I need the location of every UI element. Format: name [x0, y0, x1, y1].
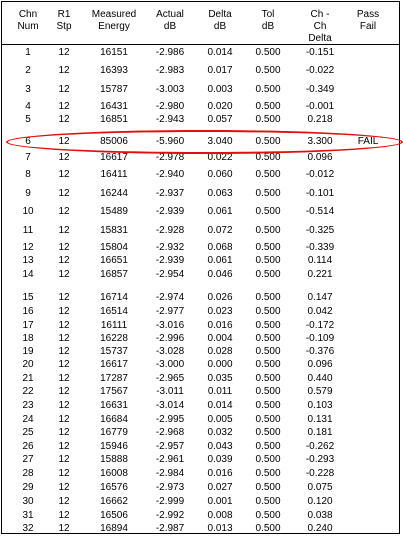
cell-actual-db: -5.960 — [155, 136, 185, 147]
cell-actual-db: -2.937 — [155, 188, 185, 199]
cell-measured-energy: 15831 — [100, 225, 128, 236]
cell-r1-stp: 12 — [58, 306, 70, 317]
cell-measured-energy: 16617 — [100, 152, 128, 163]
cell-tol-db: 0.500 — [255, 346, 281, 357]
cell-chn-num: 27 — [22, 454, 34, 465]
cell-ch-ch-delta: 0.131 — [307, 414, 333, 425]
cell-delta-db: 0.046 — [207, 269, 233, 280]
cell-actual-db: -2.973 — [155, 482, 185, 493]
cell-chn-num: 15 — [22, 292, 34, 303]
cell-delta-db: 0.061 — [207, 255, 233, 266]
cell-measured-energy: 15737 — [100, 346, 128, 357]
cell-chn-num: 12 — [22, 242, 34, 253]
cell-ch-ch-delta: -0.339 — [305, 242, 335, 253]
cell-ch-ch-delta: 0.440 — [307, 373, 333, 384]
cell-ch-ch-delta: 3.300 — [307, 136, 333, 147]
cell-delta-db: 0.017 — [207, 65, 233, 76]
cell-tol-db: 0.500 — [255, 114, 281, 125]
cell-tol-db: 0.500 — [255, 225, 281, 236]
cell-tol-db: 0.500 — [255, 65, 281, 76]
cell-r1-stp: 12 — [58, 206, 70, 217]
cell-chn-num: 24 — [22, 414, 34, 425]
cell-tol-db: 0.500 — [255, 242, 281, 253]
cell-actual-db: -2.992 — [155, 510, 185, 521]
cell-measured-energy: 16151 — [100, 47, 128, 58]
cell-delta-db: 0.005 — [207, 414, 233, 425]
cell-r1-stp: 12 — [58, 320, 70, 331]
cell-delta-db: 0.026 — [207, 292, 233, 303]
cell-actual-db: -2.995 — [155, 414, 185, 425]
cell-tol-db: 0.500 — [255, 206, 281, 217]
cell-chn-num: 3 — [25, 84, 31, 95]
cell-delta-db: 0.060 — [207, 169, 233, 180]
cell-delta-db: 0.061 — [207, 206, 233, 217]
cell-actual-db: -2.954 — [155, 269, 185, 280]
cell-delta-db: 0.014 — [207, 47, 233, 58]
cell-r1-stp: 12 — [58, 523, 70, 534]
cell-measured-energy: 16684 — [100, 414, 128, 425]
cell-actual-db: -2.932 — [155, 242, 185, 253]
cell-ch-ch-delta: 0.096 — [307, 359, 333, 370]
cell-chn-num: 32 — [22, 523, 34, 534]
cell-actual-db: -2.928 — [155, 225, 185, 236]
cell-delta-db: 0.043 — [207, 441, 233, 452]
cell-actual-db: -2.968 — [155, 427, 185, 438]
cell-tol-db: 0.500 — [255, 152, 281, 163]
cell-r1-stp: 12 — [58, 188, 70, 199]
cell-chn-num: 21 — [22, 373, 34, 384]
cell-chn-num: 29 — [22, 482, 34, 493]
header-line: Fail — [359, 21, 377, 32]
cell-measured-energy: 16431 — [100, 101, 128, 112]
cell-r1-stp: 12 — [58, 468, 70, 479]
cell-measured-energy: 16393 — [100, 65, 128, 76]
cell-delta-db: 0.011 — [207, 386, 233, 397]
cell-delta-db: 0.014 — [207, 400, 233, 411]
cell-r1-stp: 12 — [58, 225, 70, 236]
cell-measured-energy: 16506 — [100, 510, 128, 521]
header-line: Delta — [208, 9, 232, 20]
cell-measured-energy: 15888 — [100, 454, 128, 465]
cell-chn-num: 26 — [22, 441, 34, 452]
cell-ch-ch-delta: 0.042 — [307, 306, 333, 317]
cell-ch-ch-delta: 0.221 — [307, 269, 333, 280]
cell-delta-db: 0.008 — [207, 510, 233, 521]
cell-delta-db: 0.068 — [207, 242, 233, 253]
cell-actual-db: -2.978 — [155, 152, 185, 163]
cell-r1-stp: 12 — [58, 427, 70, 438]
cell-tol-db: 0.500 — [255, 320, 281, 331]
header-line: Actual — [156, 9, 184, 20]
cell-chn-num: 17 — [22, 320, 34, 331]
header-line: Delta — [308, 33, 332, 44]
cell-delta-db: 0.028 — [207, 346, 233, 357]
cell-delta-db: 0.003 — [207, 84, 233, 95]
cell-delta-db: 0.032 — [207, 427, 233, 438]
cell-tol-db: 0.500 — [255, 101, 281, 112]
cell-chn-num: 9 — [25, 188, 31, 199]
cell-r1-stp: 12 — [58, 441, 70, 452]
cell-measured-energy: 16228 — [100, 333, 128, 344]
cell-chn-num: 5 — [25, 114, 31, 125]
cell-r1-stp: 12 — [58, 359, 70, 370]
cell-delta-db: 0.020 — [207, 101, 233, 112]
header-line: dB — [213, 21, 227, 32]
cell-tol-db: 0.500 — [255, 47, 281, 58]
header-divider — [1, 44, 400, 45]
header-line: Measured — [91, 9, 137, 20]
cell-ch-ch-delta: -0.228 — [305, 468, 335, 479]
cell-actual-db: -3.003 — [155, 84, 185, 95]
cell-delta-db: 0.016 — [207, 468, 233, 479]
header-line: dB — [163, 21, 177, 32]
cell-tol-db: 0.500 — [255, 441, 281, 452]
cell-ch-ch-delta: -0.101 — [305, 188, 335, 199]
cell-actual-db: -2.943 — [155, 114, 185, 125]
cell-actual-db: -3.028 — [155, 346, 185, 357]
cell-actual-db: -2.965 — [155, 373, 185, 384]
cell-measured-energy: 16857 — [100, 269, 128, 280]
cell-tol-db: 0.500 — [255, 496, 281, 507]
header-line: Tol — [261, 9, 275, 20]
cell-ch-ch-delta: -0.109 — [305, 333, 335, 344]
cell-ch-ch-delta: 0.038 — [307, 510, 333, 521]
cell-actual-db: -3.014 — [155, 400, 185, 411]
cell-delta-db: 0.016 — [207, 320, 233, 331]
cell-chn-num: 28 — [22, 468, 34, 479]
cell-actual-db: -2.961 — [155, 454, 185, 465]
cell-r1-stp: 12 — [58, 242, 70, 253]
cell-measured-energy: 16411 — [100, 169, 128, 180]
header-delta-db — [208, 9, 231, 33]
cell-ch-ch-delta: -0.293 — [305, 454, 335, 465]
cell-pass-fail: FAIL — [357, 136, 379, 147]
cell-ch-ch-delta: -0.262 — [305, 441, 335, 452]
cell-delta-db: 0.022 — [207, 152, 233, 163]
cell-chn-num: 31 — [22, 510, 34, 521]
cell-r1-stp: 12 — [58, 136, 70, 147]
cell-delta-db: 0.023 — [207, 306, 233, 317]
cell-r1-stp: 12 — [58, 47, 70, 58]
cell-r1-stp: 12 — [58, 373, 70, 384]
cell-chn-num: 13 — [22, 255, 34, 266]
cell-measured-energy: 15787 — [100, 84, 128, 95]
cell-chn-num: 6 — [25, 136, 31, 147]
cell-measured-energy: 16617 — [100, 359, 128, 370]
cell-tol-db: 0.500 — [255, 414, 281, 425]
cell-r1-stp: 12 — [58, 84, 70, 95]
cell-tol-db: 0.500 — [255, 373, 281, 384]
cell-r1-stp: 12 — [58, 152, 70, 163]
cell-tol-db: 0.500 — [255, 482, 281, 493]
header-line: Energy — [98, 21, 130, 32]
cell-actual-db: -3.011 — [156, 386, 184, 397]
cell-chn-num: 11 — [22, 225, 34, 236]
cell-tol-db: 0.500 — [255, 468, 281, 479]
header-line: Ch - — [310, 9, 330, 20]
header-actual-db — [156, 9, 184, 33]
cell-chn-num: 19 — [22, 346, 34, 357]
cell-chn-num: 18 — [22, 333, 34, 344]
header-tol-db — [262, 9, 275, 33]
cell-actual-db: -3.016 — [155, 320, 185, 331]
cell-tol-db: 0.500 — [255, 255, 281, 266]
fail-highlight-ellipse — [6, 130, 403, 154]
cell-ch-ch-delta: -0.325 — [305, 225, 335, 236]
cell-chn-num: 4 — [25, 101, 31, 112]
cell-actual-db: -2.980 — [155, 101, 185, 112]
cell-delta-db: 0.072 — [207, 225, 233, 236]
cell-actual-db: -2.986 — [155, 47, 185, 58]
header-pass-fail — [357, 9, 379, 33]
cell-measured-energy: 16714 — [100, 292, 128, 303]
cell-ch-ch-delta: -0.376 — [305, 346, 335, 357]
cell-chn-num: 2 — [25, 65, 31, 76]
cell-ch-ch-delta: -0.172 — [305, 320, 335, 331]
cell-measured-energy: 16631 — [100, 400, 128, 411]
cell-ch-ch-delta: 0.218 — [307, 114, 333, 125]
cell-actual-db: -2.939 — [155, 206, 185, 217]
cell-chn-num: 20 — [22, 359, 34, 370]
cell-r1-stp: 12 — [58, 169, 70, 180]
cell-tol-db: 0.500 — [255, 269, 281, 280]
cell-r1-stp: 12 — [58, 255, 70, 266]
cell-delta-db: 0.035 — [207, 373, 233, 384]
cell-measured-energy: 16779 — [100, 427, 128, 438]
cell-measured-energy: 16514 — [100, 306, 128, 317]
cell-chn-num: 16 — [22, 306, 34, 317]
cell-chn-num: 14 — [22, 269, 34, 280]
cell-delta-db: 0.027 — [207, 482, 233, 493]
header-ch-ch-delta — [308, 9, 331, 45]
cell-delta-db: 0.063 — [207, 188, 233, 199]
cell-tol-db: 0.500 — [255, 333, 281, 344]
cell-ch-ch-delta: 0.120 — [307, 496, 333, 507]
cell-delta-db: 0.013 — [207, 523, 233, 534]
cell-measured-energy: 15804 — [100, 242, 128, 253]
cell-ch-ch-delta: 0.114 — [307, 255, 333, 266]
cell-ch-ch-delta: 0.103 — [307, 400, 333, 411]
cell-actual-db: -2.983 — [155, 65, 185, 76]
cell-ch-ch-delta: -0.349 — [305, 84, 335, 95]
cell-chn-num: 30 — [22, 496, 34, 507]
cell-r1-stp: 12 — [58, 400, 70, 411]
cell-r1-stp: 12 — [58, 386, 70, 397]
header-line: dB — [261, 21, 275, 32]
cell-ch-ch-delta: 0.075 — [307, 482, 333, 493]
cell-actual-db: -2.940 — [155, 169, 185, 180]
cell-tol-db: 0.500 — [255, 510, 281, 521]
cell-chn-num: 7 — [25, 152, 31, 163]
cell-tol-db: 0.500 — [255, 292, 281, 303]
cell-measured-energy: 15489 — [100, 206, 128, 217]
cell-r1-stp: 12 — [58, 65, 70, 76]
cell-delta-db: 0.001 — [207, 496, 233, 507]
cell-chn-num: 22 — [22, 386, 34, 397]
cell-tol-db: 0.500 — [255, 400, 281, 411]
cell-actual-db: -2.996 — [155, 333, 185, 344]
cell-measured-energy: 16576 — [100, 482, 128, 493]
cell-tol-db: 0.500 — [255, 386, 281, 397]
cell-actual-db: -2.977 — [155, 306, 185, 317]
cell-ch-ch-delta: -0.001 — [305, 101, 335, 112]
header-line: Ch — [313, 21, 327, 32]
cell-actual-db: -2.987 — [155, 523, 185, 534]
cell-r1-stp: 12 — [58, 454, 70, 465]
cell-r1-stp: 12 — [58, 414, 70, 425]
cell-tol-db: 0.500 — [255, 427, 281, 438]
cell-ch-ch-delta: 0.240 — [307, 523, 333, 534]
cell-actual-db: -2.999 — [155, 496, 185, 507]
cell-tol-db: 0.500 — [255, 523, 281, 534]
cell-tol-db: 0.500 — [255, 306, 281, 317]
cell-measured-energy: 16111 — [100, 320, 128, 331]
cell-tol-db: 0.500 — [255, 359, 281, 370]
cell-r1-stp: 12 — [58, 496, 70, 507]
header-line: Num — [17, 21, 39, 32]
cell-delta-db: 0.057 — [207, 114, 233, 125]
cell-actual-db: -2.939 — [155, 255, 185, 266]
header-line: Chn — [18, 9, 38, 20]
cell-actual-db: -2.974 — [155, 292, 185, 303]
cell-delta-db: 3.040 — [207, 136, 233, 147]
cell-tol-db: 0.500 — [255, 454, 281, 465]
cell-tol-db: 0.500 — [255, 169, 281, 180]
cell-chn-num: 25 — [22, 427, 34, 438]
cell-chn-num: 10 — [22, 206, 34, 217]
cell-r1-stp: 12 — [58, 292, 70, 303]
cell-ch-ch-delta: 0.579 — [307, 386, 333, 397]
cell-measured-energy: 85006 — [100, 136, 128, 147]
cell-chn-num: 1 — [25, 47, 31, 58]
cell-measured-energy: 16662 — [100, 496, 128, 507]
header-line: Stp — [56, 21, 72, 32]
cell-measured-energy: 16244 — [100, 188, 128, 199]
header-r1-stp — [56, 9, 71, 33]
cell-measured-energy: 16894 — [100, 523, 128, 534]
cell-chn-num: 23 — [22, 400, 34, 411]
header-line: Pass — [356, 9, 380, 20]
cell-ch-ch-delta: 0.096 — [307, 152, 333, 163]
cell-chn-num: 8 — [25, 169, 31, 180]
cell-tol-db: 0.500 — [255, 188, 281, 199]
cell-actual-db: -2.984 — [155, 468, 185, 479]
cell-tol-db: 0.500 — [255, 136, 281, 147]
cell-ch-ch-delta: 0.181 — [307, 427, 333, 438]
cell-delta-db: 0.004 — [207, 333, 233, 344]
cell-ch-ch-delta: -0.151 — [305, 47, 335, 58]
cell-r1-stp: 12 — [58, 510, 70, 521]
cell-measured-energy: 16651 — [100, 255, 128, 266]
cell-tol-db: 0.500 — [255, 84, 281, 95]
cell-actual-db: -3.000 — [155, 359, 185, 370]
cell-ch-ch-delta: -0.514 — [305, 206, 335, 217]
cell-r1-stp: 12 — [58, 101, 70, 112]
header-line: R1 — [57, 9, 71, 20]
cell-measured-energy: 16851 — [100, 114, 128, 125]
cell-actual-db: -2.957 — [155, 441, 185, 452]
cell-measured-energy: 16008 — [100, 468, 128, 479]
header-measured-energy — [92, 9, 136, 33]
header-chn-num — [17, 9, 38, 33]
cell-r1-stp: 12 — [58, 269, 70, 280]
cell-delta-db: 0.039 — [207, 454, 233, 465]
cell-measured-energy: 15946 — [100, 441, 128, 452]
cell-delta-db: 0.000 — [207, 359, 233, 370]
cell-r1-stp: 12 — [58, 482, 70, 493]
cell-r1-stp: 12 — [58, 346, 70, 357]
cell-r1-stp: 12 — [58, 114, 70, 125]
cell-ch-ch-delta: -0.022 — [305, 65, 335, 76]
cell-measured-energy: 17567 — [100, 386, 128, 397]
cell-measured-energy: 17287 — [100, 373, 128, 384]
cell-r1-stp: 12 — [58, 333, 70, 344]
cell-ch-ch-delta: -0.012 — [305, 169, 335, 180]
cell-ch-ch-delta: 0.147 — [307, 292, 333, 303]
